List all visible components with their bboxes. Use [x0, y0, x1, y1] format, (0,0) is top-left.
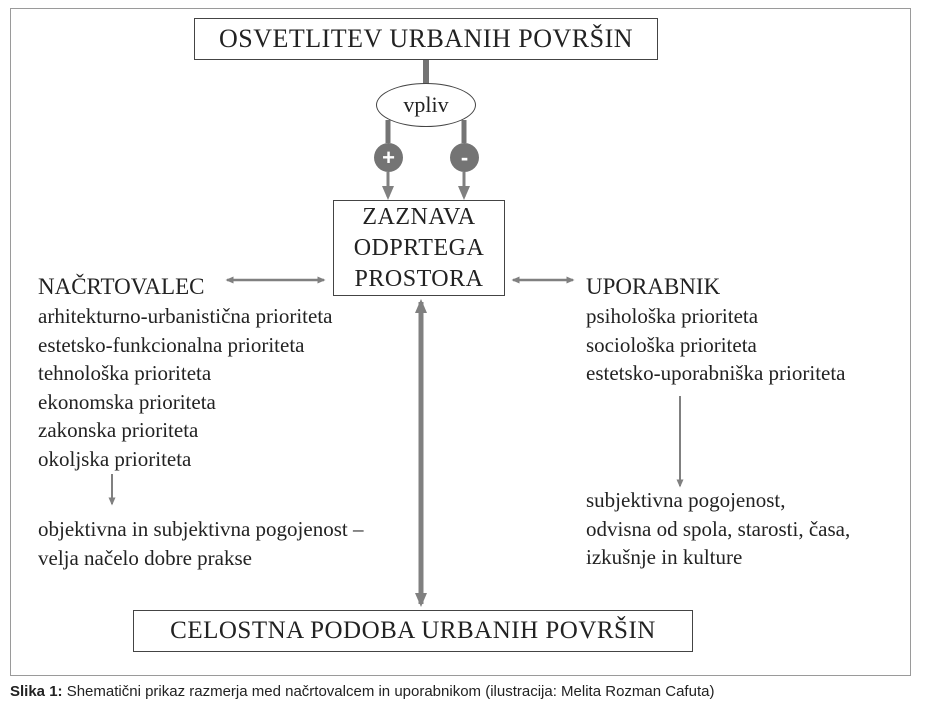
figure-caption: [10, 683, 714, 700]
user-priority: estetsko-uporabniška prioriteta: [586, 361, 846, 385]
influence-label: vpliv: [403, 92, 449, 117]
user-outcome-line: odvisna od spola, starosti, časa,: [586, 516, 851, 541]
planner-outcome: [38, 515, 363, 572]
planner-block: [38, 272, 332, 473]
planner-outcome-line: objektivna in subjektivna pogojenost –: [38, 517, 364, 541]
planner-priority: ekonomska prioriteta: [38, 389, 216, 414]
user-heading: UPORABNIK: [586, 274, 721, 299]
plus-icon: +: [382, 144, 395, 170]
user-block: [586, 272, 846, 388]
minus-icon: -: [460, 144, 469, 170]
negative-influence-badge: [450, 143, 479, 172]
caption-text: Shematični prikaz razmerja med načrtovalcem in uporabnikom (ilustracija: Melita Rozman Cafuta): [62, 683, 715, 700]
user-outcome-line: subjektivna pogojenost,: [586, 488, 786, 512]
planner-priority: estetsko-funkcionalna prioriteta: [38, 332, 305, 357]
planner-priority: okoljska prioriteta: [38, 446, 192, 471]
center-box-line-3: PROSTORA: [354, 265, 484, 292]
user-priority: sociološka prioriteta: [586, 332, 757, 357]
center-box-line-1: ZAZNAVA: [362, 203, 476, 230]
planner-priority: zakonska prioriteta: [38, 418, 199, 442]
planner-priority: tehnološka prioriteta: [38, 361, 212, 385]
integral-image-box: [133, 610, 693, 652]
positive-influence-badge: [374, 143, 403, 172]
urban-lighting-label: OSVETLITEV URBANIH POVRŠIN: [218, 23, 634, 53]
planner-priority: arhitekturno-urbanistična prioriteta: [38, 304, 333, 328]
planner-heading: NAČRTOVALEC: [38, 274, 205, 299]
urban-lighting-box: [194, 18, 658, 60]
integral-image-label: CELOSTNA PODOBA URBANIH POVRŠIN: [170, 617, 656, 645]
open-space-perception-box: [333, 200, 505, 296]
planner-outcome-line: velja načelo dobre prakse: [38, 545, 252, 570]
user-outcome: [586, 486, 850, 572]
center-box-line-2: ODPRTEGA: [353, 234, 485, 261]
user-outcome-line: izkušnje in kulture: [586, 545, 743, 569]
caption-label: Slika 1:: [10, 683, 63, 700]
influence-ellipse: [376, 83, 476, 127]
user-priority: psihološka prioriteta: [586, 304, 759, 328]
